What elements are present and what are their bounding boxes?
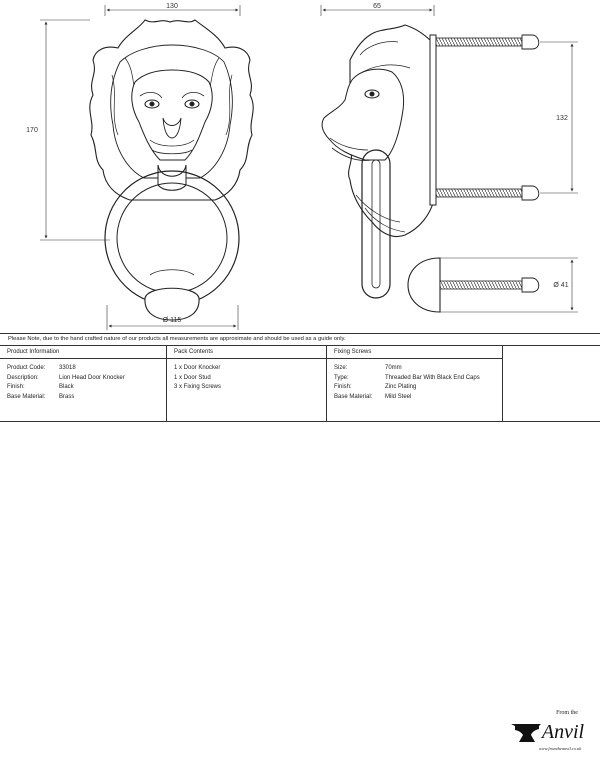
front-view	[90, 20, 253, 320]
screw-stud	[440, 281, 522, 289]
fixing-screw-row: Base Material: Mild Steel	[334, 393, 412, 400]
disclaimer-note: Please Note, due to the hand crafted nature of our products all measurements are approximate and should be used as a guide only.	[0, 333, 600, 346]
brand-tagline: From the	[556, 710, 578, 716]
fixing-screw-row: Finish: Zinc Plating	[334, 384, 417, 390]
screw-top	[436, 38, 522, 46]
fixing-screw-row: Type: Threaded Bar With Black End Caps	[334, 374, 480, 381]
dim-screw-spacing: 132	[556, 115, 568, 122]
product-info-row: Finish: Black	[7, 384, 74, 390]
technical-drawing	[0, 0, 600, 332]
fixing-screws-heading: Fixing Screws	[327, 346, 502, 359]
brand-logo	[505, 692, 600, 768]
door-stud	[408, 258, 440, 312]
product-info-row: Description: Lion Head Door Knocker	[7, 374, 125, 381]
side-view	[322, 25, 539, 312]
product-information-panel	[0, 346, 167, 422]
dim-cap-diameter: Ø 41	[553, 282, 569, 289]
pack-item: 1 x Door Stud	[174, 374, 211, 381]
brand-url: www.fromtheanvil.co.uk	[538, 746, 582, 751]
dim-front-height: 170	[26, 127, 38, 134]
product-info-row: Base Material: Brass	[7, 393, 75, 400]
pack-item: 3 x Fixing Screws	[174, 384, 222, 390]
dim-front-width: 130	[166, 3, 178, 10]
brand-name: Anvil	[541, 721, 585, 743]
pack-contents-heading: Pack Contents	[167, 346, 326, 359]
fixing-screws-panel	[327, 346, 503, 422]
anvil-icon	[511, 724, 541, 742]
side-face	[322, 69, 404, 160]
pack-contents-panel	[167, 346, 327, 422]
product-information-heading: Product Information	[0, 346, 166, 359]
screw-bottom	[436, 189, 522, 197]
front-boss	[145, 288, 199, 320]
fixing-screw-row: Size: 70mm	[334, 365, 402, 371]
pack-item: 1 x Door Knocker	[174, 365, 221, 371]
dim-ring-diameter: Ø 115	[162, 317, 182, 324]
info-table	[0, 346, 600, 751]
dim-side-depth: 65	[373, 3, 381, 10]
product-info-row: Product Code: 33018	[7, 365, 76, 371]
